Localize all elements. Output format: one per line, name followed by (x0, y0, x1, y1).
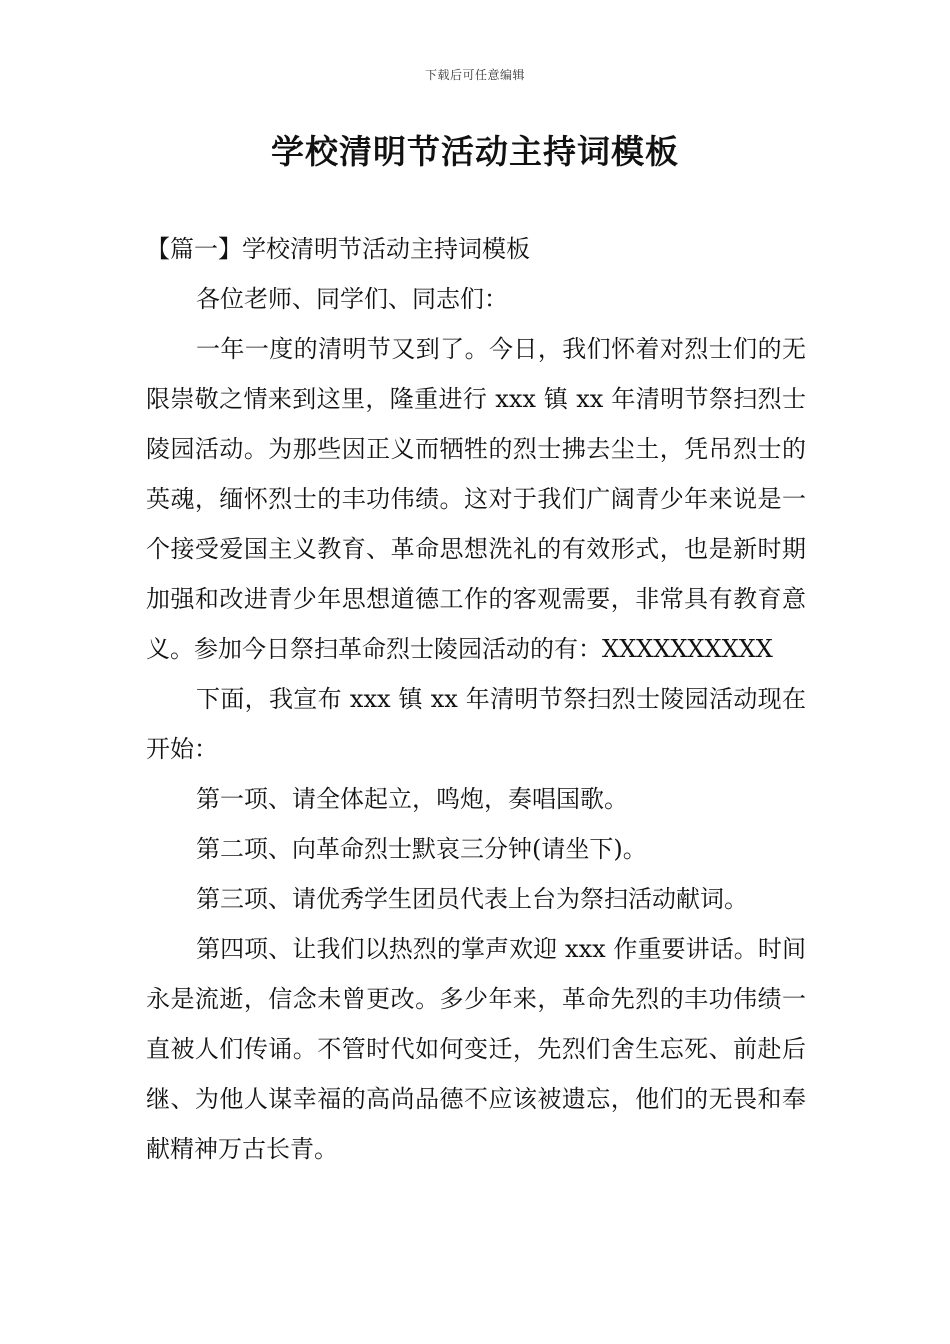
document-body (146, 224, 806, 1174)
document-title: 学校清明节活动主持词模板 (271, 132, 679, 171)
paragraph-item-4: 第四项、让我们以热烈的掌声欢迎 xxx 作重要讲话。时间永是流逝，信念未曾更改。多少年来，革命先烈的丰功伟绩一直被人们传诵。不管时代如何变迁，先烈们舍生忘死、前赴后继、为他人谋幸福的高尚品德不应该被遗忘，他们的无畏和奉献精神万古长青。 (146, 935, 806, 1163)
section-heading: 【篇一】学校清明节活动主持词模板 (146, 235, 530, 263)
paragraph-opening: 一年一度的清明节又到了。今日，我们怀着对烈士们的无限崇敬之情来到这里，隆重进行 xxx 镇 xx 年清明节祭扫烈士陵园活动。为那些因正义而牺牲的烈士拂去尘土，凭吊烈士的英魂，缅怀烈士的丰功伟绩。这对于我们广阔青少年来说是一个接受爱国主义教育、革命思想洗礼的有效形式，也是新时期加强和改进青少年思想道德工作的客观需要，非常具有教育意义。参加今日祭扫革命烈士陵园活动的有：XXXXXXXXXX (146, 335, 806, 663)
paragraph-item-3: 第三项、请优秀学生团员代表上台为祭扫活动献词。 (196, 885, 748, 913)
paragraph-item-2: 第二项、向革命烈士默哀三分钟(请坐下)。 (196, 835, 647, 863)
paragraph-salutation: 各位老师、同学们、同志们： (196, 285, 508, 313)
page-header-note: 下载后可任意编辑 (424, 68, 525, 82)
paragraph-item-1: 第一项、请全体起立，鸣炮，奏唱国歌。 (196, 785, 628, 813)
paragraph-announcement: 下面，我宣布 xxx 镇 xx 年清明节祭扫烈士陵园活动现在开始： (146, 685, 806, 763)
